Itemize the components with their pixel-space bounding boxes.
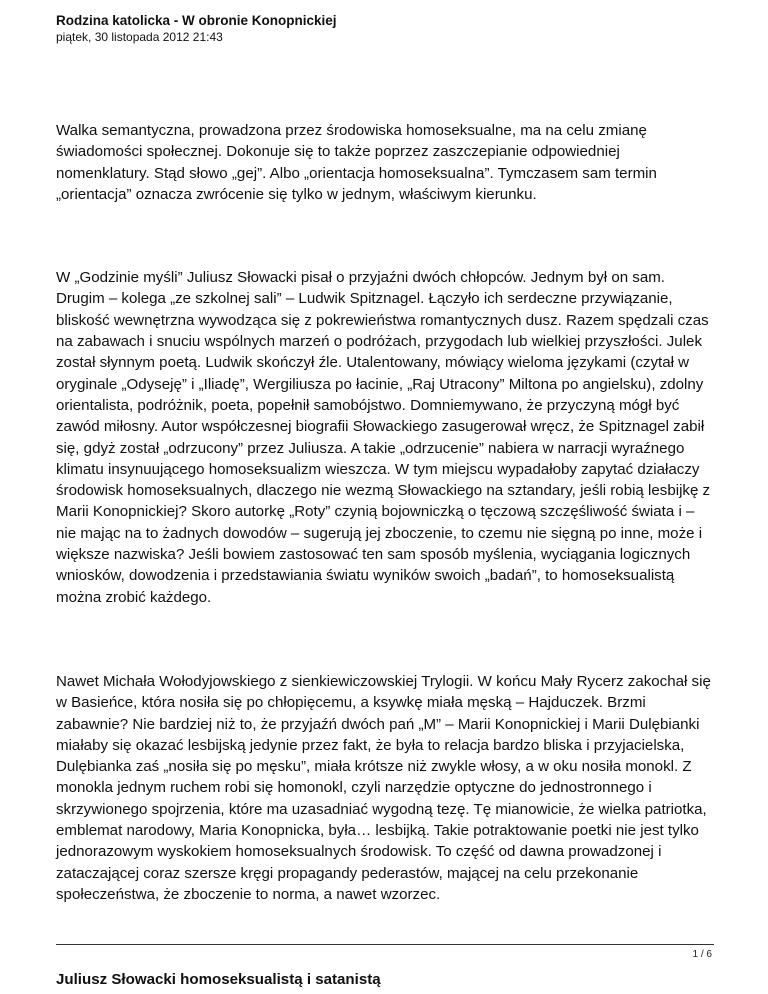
section-subheading: Juliusz Słowacki homoseksualistą i satanistą	[56, 971, 381, 989]
document-header	[56, 12, 716, 45]
article-paragraph-2: W „Godzinie myśli” Juliusz Słowacki pisał o przyjaźni dwóch chłopców. Jednym był on sam. Drugim – kolega „ze szkolnej sali” – Ludwik Spitznagel. Łączyło ich serdeczne przywiązanie, bliskość wewnętrzna wywodząca się z pokrewieństwa romantycznych dusz. Razem spędzali czas na zabawach i snuciu wspólnych marzeń o podróżach, przygodach lub wielkiej przyszłości. Julek został słynnym poetą. Ludwik skończył źle. Utalentowany, mówiący wieloma językami (czytał w oryginale „Odyseję” i „Iliadę”, Wergiliusza po łacinie, „Raj Utracony” Miltona po angielsku), zdolny orientalista, podróżnik, poeta, popełnił samobójstwo. Domniemywano, że przyczyną mógł być zawód miłosny. Autor współczesnej biografii Słowackiego zasugerował wręcz, że Spitznagel zabił się, gdyż został „odrzucony” przez Juliusza. A takie „odrzucenie” nabiera w narracji wyraźnego klimatu insynuującego homoseksualizm wieszcza. W tym miejscu wypadałoby zapytać działaczy środowisk homoseksualnych, dlaczego nie wezmą Słowackiego na sztandary, jeśli robią lesbijkę z Marii Konopnickiej? Skoro autorkę „Roty” czynią bojowniczką o tęczową szczęśliwość świata i – nie mając na to żadnych dowodów – sugerują jej zboczenie, to czemu nie sięgną po inne, może i większe nazwiska? Jeśli bowiem zastosować ten sam sposób myślenia, wyciągania logicznych wniosków, dowodzenia i przedstawiania światu wyników swoich „badań”, to homoseksualistą można zrobić każdego.	[56, 269, 711, 606]
article-body	[56, 120, 716, 991]
footer-divider	[56, 944, 714, 945]
article-paragraph-1: Walka semantyczna, prowadzona przez środowiska homoseksualne, ma na celu zmianę świadomości społecznej. Dokonuje się to także poprzez zaszczepianie odpowiedniej nomenklatury. Stąd słowo „gej”. Albo „orientacja homoseksualna”. Tymczasem sam termin „orientacja” oznacza zwrócenie się tylko w jednym, właściwym kierunku.	[56, 122, 657, 203]
document-title: Rodzina katolicka - W obronie Konopnickiej	[56, 13, 337, 28]
page-number: 1 / 6	[692, 949, 712, 960]
publication-date: piątek, 30 listopada 2012 21:43	[56, 30, 223, 44]
article-paragraph-3: Nawet Michała Wołodyjowskiego z sienkiewiczowskiej Trylogii. W końcu Mały Rycerz zakochał się w Basieńce, która nosiła się po chłopięcemu, a ksywkę miała męską – Hajduczek. Brzmi zabawnie? Nie bardziej niż to, że przyjaźń dwóch pań „M” – Marii Konopnickiej i Marii Dulębianki miałaby się okazać lesbijską jedynie przez fakt, że była to relacja bardzo bliska i przyjacielska, Dulębianka zaś „nosiła się po męsku”, miała krótsze niż zwykle włosy, a w oku nosiła monokl. Z monokla jednym ruchem robi się homonokl, czyli narzędzie optyczne do jednostronnego i skrzywionego spojrzenia, które ma uzasadniać wygodną tezę. Tę mianowicie, że wielka patriotka, emblemat narodowy, Maria Konopnicka, była… lesbijką. Takie potraktowanie poetki nie jest tylko jednorazowym wyskokiem homoseksualnych środowisk. To część od dawna prowadzonej i zataczającej coraz szersze kręgi propagandy pederastów, mającej na celu przekonanie społeczeństwa, że zboczenie to norma, a nawet wzorzec.	[56, 672, 711, 903]
